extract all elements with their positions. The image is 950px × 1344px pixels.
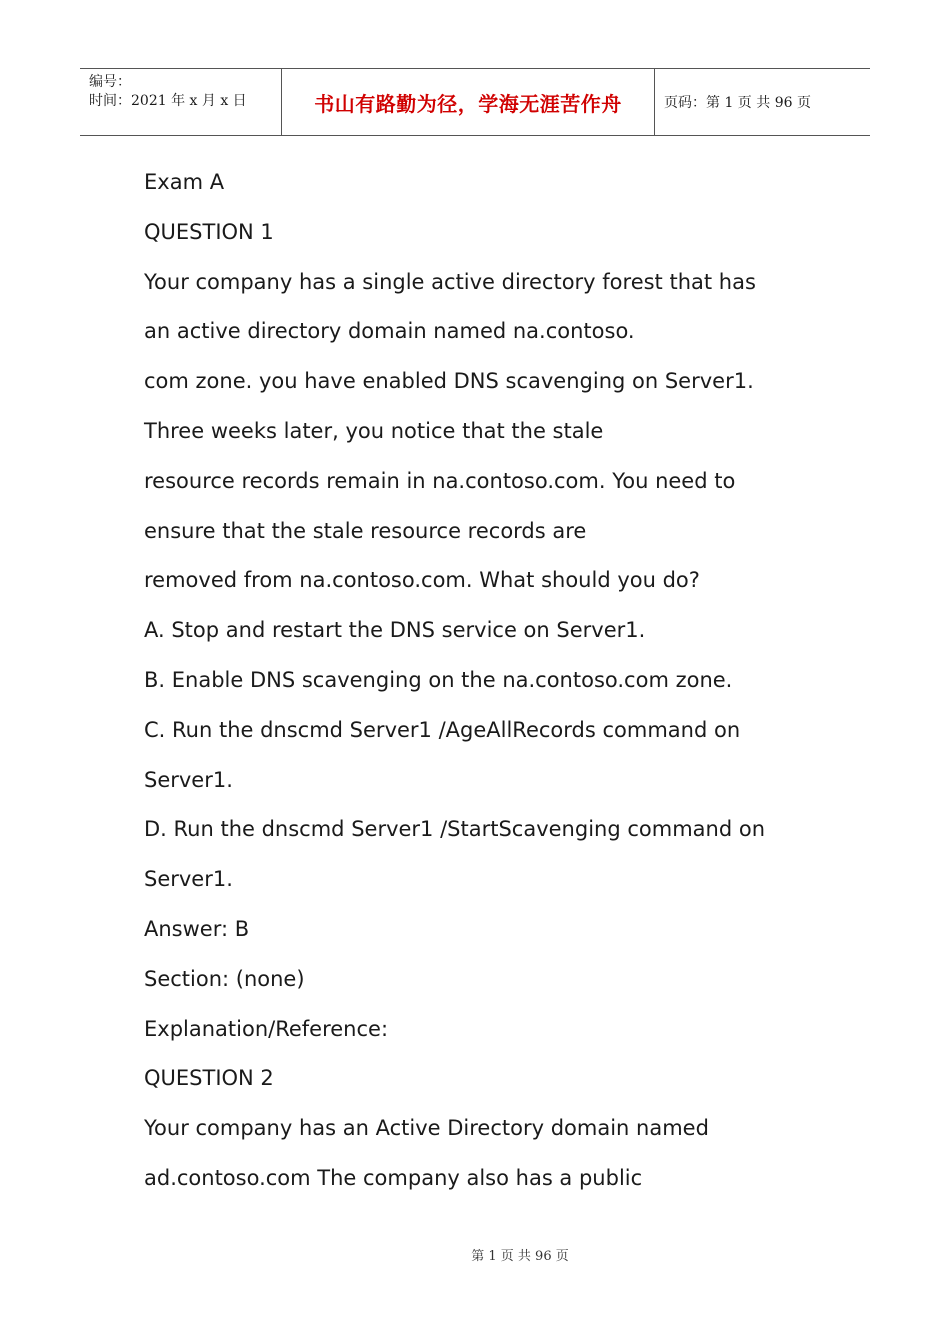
- body-line: QUESTION 2: [144, 1066, 274, 1091]
- header-motto-cell: [281, 69, 655, 135]
- body-line: resource records remain in na.contoso.com. You need to: [144, 468, 736, 493]
- body-line: ensure that the stale resource records are: [144, 518, 587, 543]
- body-line: an active directory domain named na.contoso.: [144, 319, 635, 344]
- document-body: [144, 166, 844, 1212]
- body-line: Explanation/Reference:: [144, 1016, 389, 1041]
- header-meta-cell: [80, 69, 281, 135]
- body-line: C. Run the dnscmd Server1 /AgeAllRecords command on: [144, 717, 741, 742]
- body-line: Exam A: [144, 170, 225, 194]
- body-line: B. Enable DNS scavenging on the na.contoso.com zone.: [144, 667, 733, 692]
- date-label: 时间：2021 年 x 月 x 日: [89, 93, 247, 109]
- page-footer: 第 1 页 共 96 页: [471, 1249, 569, 1264]
- body-line: Three weeks later, you notice that the stale: [144, 418, 604, 443]
- header-page-cell: [655, 69, 870, 135]
- body-line: Your company has an Active Directory domain named: [144, 1116, 709, 1141]
- body-line: Section: (none): [144, 966, 305, 991]
- motto: 书山有路勤为径，学海无涯苦作舟: [314, 91, 622, 116]
- header-page-info: 页码：第 1 页 共 96 页: [664, 95, 811, 111]
- page-header: [80, 68, 870, 136]
- body-line: ad.contoso.com The company also has a public: [144, 1165, 643, 1190]
- body-line: Server1.: [144, 767, 233, 792]
- body-line: Answer: B: [144, 916, 250, 941]
- body-line: D. Run the dnscmd Server1 /StartScavenging command on: [144, 817, 765, 842]
- body-line: com zone. you have enabled DNS scavenging on Server1.: [144, 369, 754, 394]
- body-line: Your company has a single active directory forest that has: [144, 269, 756, 294]
- body-line: removed from na.contoso.com. What should you do?: [144, 568, 700, 593]
- body-line: Server1.: [144, 867, 233, 892]
- body-line: A. Stop and restart the DNS service on Server1.: [144, 618, 646, 643]
- body-line: QUESTION 1: [144, 219, 274, 244]
- code-label: 编号：: [89, 74, 131, 90]
